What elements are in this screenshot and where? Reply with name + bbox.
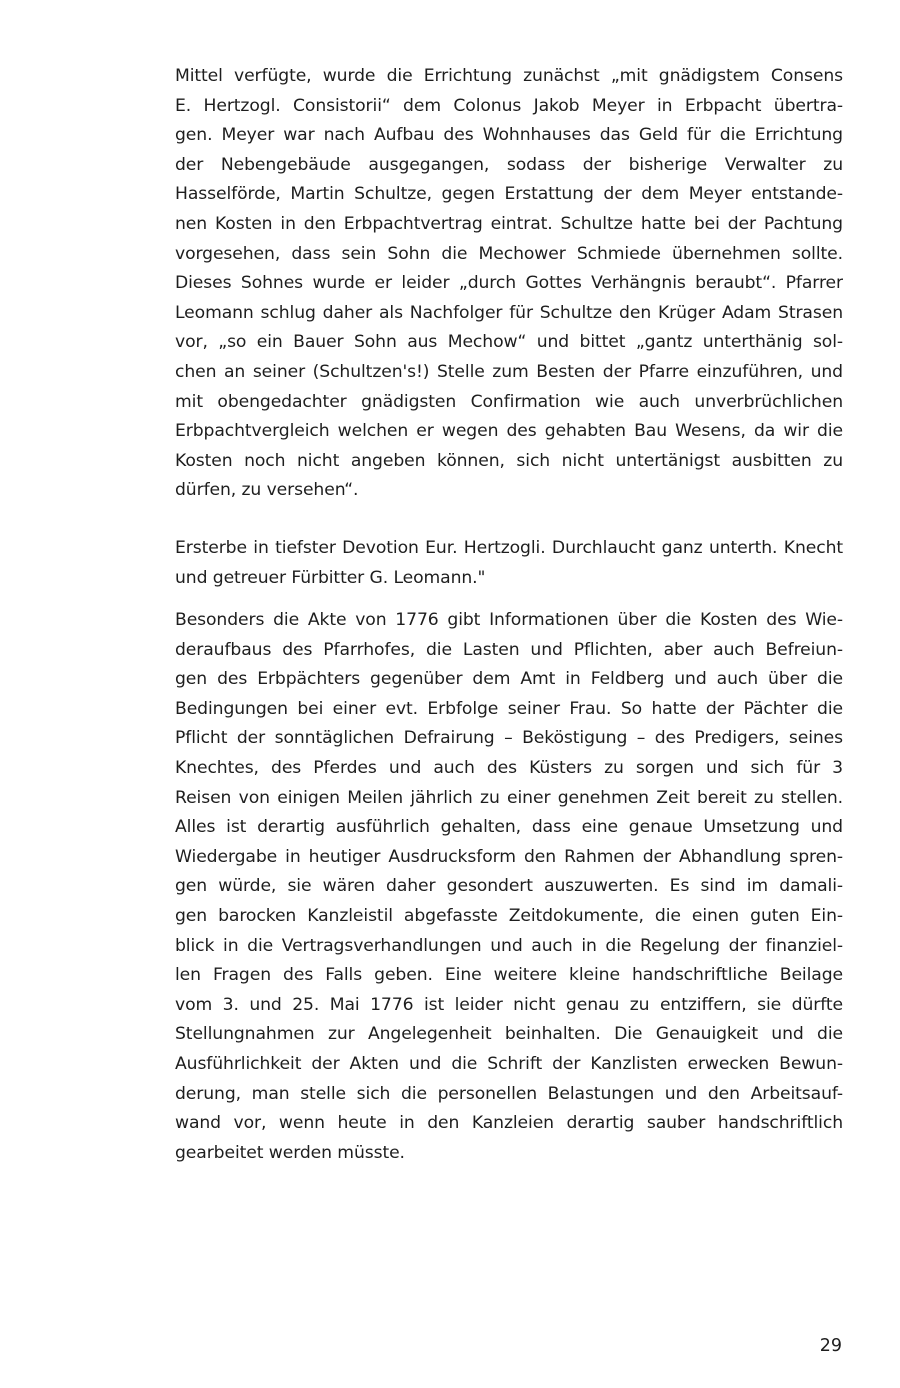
- paragraph-line: gen. Meyer war nach Aufbau des Wohnhauses das Geld für die Errichtung: [175, 125, 843, 146]
- paragraph-line: E. Hertzogl. Consistorii“ dem Colonus Jakob Meyer in Erbpacht übertra-: [175, 95, 843, 116]
- paragraph-line: wand vor, wenn heute in den Kanzleien derartig sauber handschriftlich: [175, 1113, 843, 1134]
- paragraph-line: und getreuer Fürbitter G. Leomann.": [175, 567, 486, 588]
- paragraph-line: deraufbaus des Pfarrhofes, die Lasten und Pflichten, aber auch Befreiun-: [175, 639, 843, 660]
- paragraph-line: gearbeitet werden müsste.: [175, 1142, 405, 1163]
- paragraph-line: Besonders die Akte von 1776 gibt Informationen über die Kosten des Wie-: [175, 610, 843, 630]
- paragraph-line: Bedingungen bei einer evt. Erbfolge seiner Frau. So hatte der Pächter die: [175, 698, 843, 719]
- paragraph-line: Ausführlichkeit der Akten und die Schrift der Kanzlisten erwecken Bewun-: [175, 1053, 843, 1074]
- paragraph-line: nen Kosten in den Erbpachtvertrag eintrat. Schultze hatte bei der Pachtung: [175, 213, 843, 234]
- paragraph-line: blick in die Vertragsverhandlungen und auch in die Regelung der finanziel-: [175, 935, 843, 956]
- paragraph-line: Knechtes, des Pferdes und auch des Küsters zu sorgen und sich für 3: [175, 757, 843, 778]
- paragraph-line: Wiedergabe in heutiger Ausdrucksform den Rahmen der Abhandlung spren-: [175, 846, 843, 867]
- paragraph-line: len Fragen des Falls geben. Eine weitere kleine handschriftliche Beilage: [175, 965, 843, 986]
- paragraph-line: Ersterbe in tiefster Devotion Eur. Hertzogli. Durchlaucht ganz unterth. Knecht: [175, 538, 843, 558]
- paragraph-line: dürfen, zu versehen“.: [175, 480, 359, 501]
- paragraph-2: [175, 534, 843, 593]
- paragraph-line: gen barocken Kanzleistil abgefasste Zeitdokumente, die einen guten Ein-: [175, 905, 843, 926]
- paragraph-line: gen würde, sie wären daher gesondert auszuwerten. Es sind im damali-: [175, 876, 843, 897]
- paragraph-line: vor, „so ein Bauer Sohn aus Mechow“ und bittet „gantz unterthänig sol-: [175, 332, 843, 353]
- paragraph-line: Erbpachtvergleich welchen er wegen des gehabten Bau Wesens, da wir die: [175, 421, 843, 442]
- paragraph-line: Reisen von einigen Meilen jährlich zu einer genehmen Zeit bereit zu stellen.: [175, 787, 843, 808]
- paragraph-line: vom 3. und 25. Mai 1776 ist leider nicht genau zu entziffern, sie dürfte: [175, 994, 843, 1015]
- paragraph-1: [175, 62, 843, 506]
- paragraph-line: derung, man stelle sich die personellen Belastungen und den Arbeitsauf-: [175, 1083, 843, 1104]
- paragraph-line: Leomann schlug daher als Nachfolger für Schultze den Krüger Adam Strasen: [175, 302, 843, 323]
- paragraph-line: mit obengedachter gnädigsten Confirmation wie auch unverbrüchlichen: [175, 391, 843, 412]
- paragraph-line: der Nebengebäude ausgegangen, sodass der bisherige Verwalter zu: [175, 154, 843, 175]
- paragraph-line: gen des Erbpächters gegenüber dem Amt in Feldberg und auch über die: [175, 669, 843, 690]
- paragraph-line: Alles ist derartig ausführlich gehalten, dass eine genaue Umsetzung und: [175, 817, 843, 838]
- paragraph-line: vorgesehen, dass sein Sohn die Mechower Schmiede übernehmen sollte.: [175, 243, 843, 264]
- paragraph-line: Stellungnahmen zur Angelegenheit beinhalten. Die Genauigkeit und die: [175, 1024, 843, 1045]
- paragraph-line: Pflicht der sonntäglichen Defrairung – Beköstigung – des Predigers, seines: [175, 728, 843, 749]
- paragraph-line: Hasselförde, Martin Schultze, gegen Erstattung der dem Meyer entstande-: [175, 184, 843, 205]
- paragraph-line: Kosten noch nicht angeben können, sich nicht untertänigst ausbitten zu: [175, 450, 843, 471]
- paragraph-line: Mittel verfügte, wurde die Errichtung zunächst „mit gnädigstem Consens: [175, 66, 843, 86]
- paragraph-3: [175, 606, 843, 1168]
- paragraph-line: chen an seiner (Schultzen's!) Stelle zum Besten der Pfarre einzuführen, und: [175, 361, 843, 382]
- paragraph-line: Dieses Sohnes wurde er leider „durch Gottes Verhängnis beraubt“. Pfarrer: [175, 273, 843, 294]
- page-number: 29: [819, 1336, 842, 1356]
